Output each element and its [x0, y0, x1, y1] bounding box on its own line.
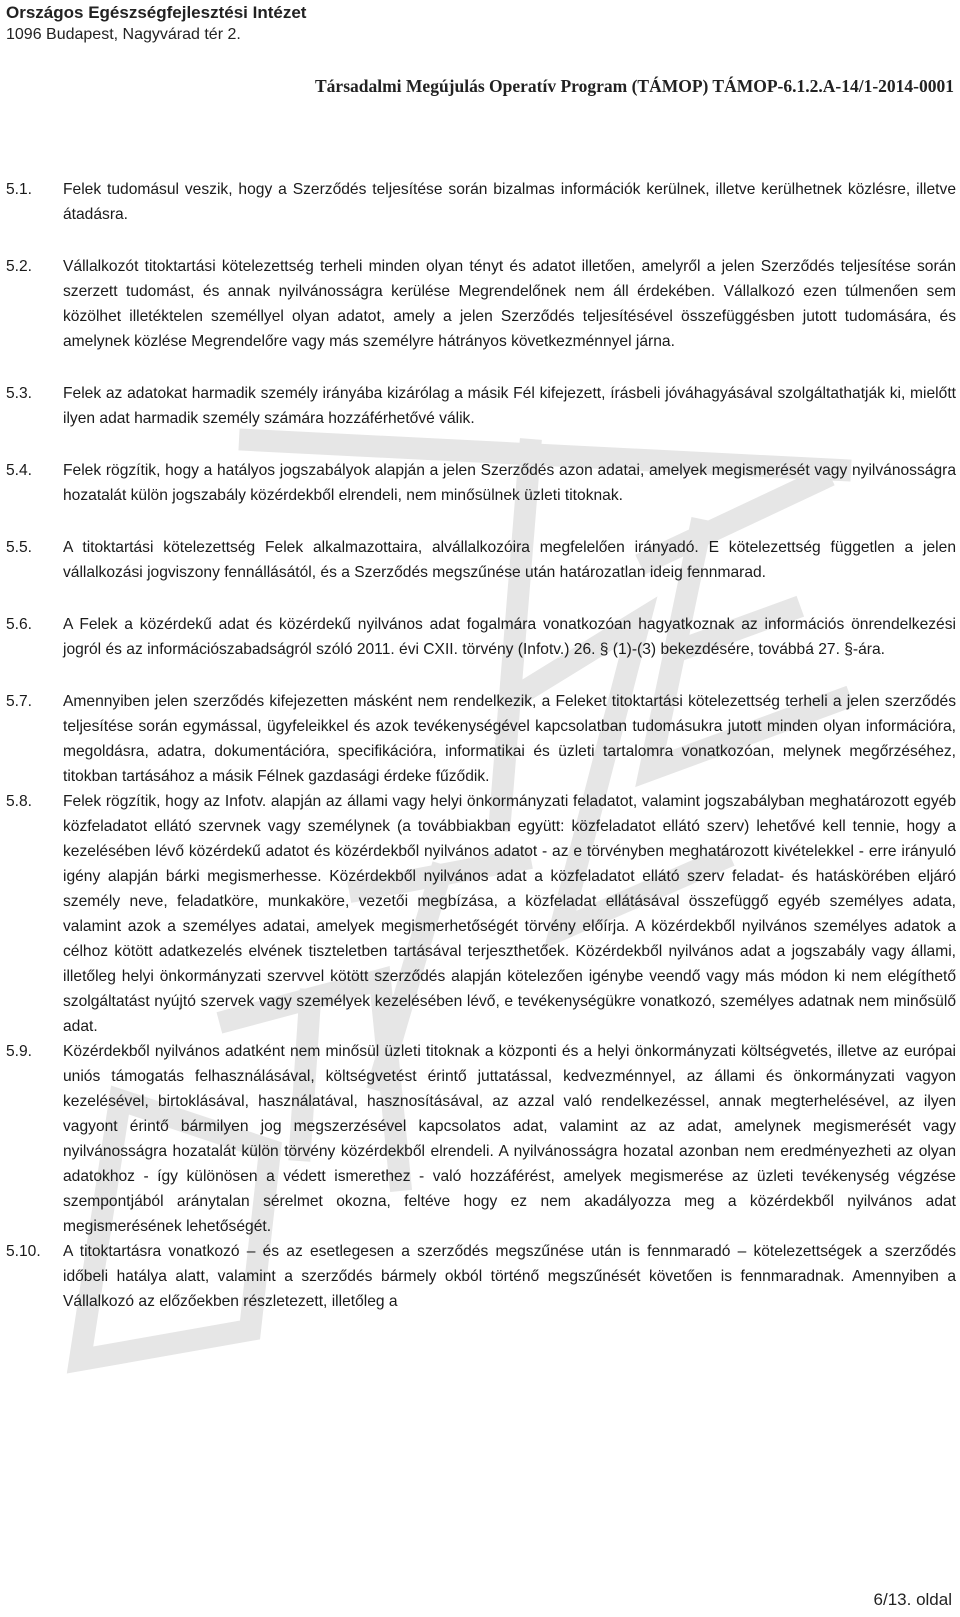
section-5-10: [6, 1239, 956, 1314]
section-5-2: [6, 254, 956, 354]
section-5-7: [6, 689, 956, 789]
section-5-3: [6, 381, 956, 431]
section-text: Amennyiben jelen szerződés kifejezetten másként nem rendelkezik, a Feleket titoktartási kötelezettség terheli a jelen szerződés teljesítése során egymással, ügyfeleikkel és azok tevékenységével kapcsolatban tudomásukra jutott minden olyan információra, megoldásra, adatra, dokumentációra, specifikációra, informatikai és üzleti tartalomra vonatkozóan, melynek megőrzéséhez, titokban tartásához a másik Félnek gazdasági érdeke fűződik.: [63, 693, 956, 785]
section-number: 5.4.: [6, 462, 33, 479]
section-number: 5.10.: [6, 1243, 41, 1260]
section-number: 5.5.: [6, 539, 33, 556]
section-text: A Felek a közérdekű adat és közérdekű nyilvános adat fogalmára vonatkozóan hagyatkoznak az információs önrendelkezési jogról és az információszabadságról szóló 2011. évi CXII. törvény (Infotv.) 26. § (1)-(3) bekezdésére, továbbá 27. §-ára.: [63, 616, 956, 658]
section-text: Felek az adatokat harmadik személy irányába kizárólag a másik Fél kifejezett, írásbeli jóváhagyásával szolgáltathatják ki, mielőtt ilyen adat harmadik személy számára hozzáférhetővé válik.: [63, 385, 956, 427]
section-5-6: [6, 612, 956, 662]
page-number: 6/13. oldal: [873, 1590, 952, 1609]
section-5-4: [6, 458, 956, 508]
section-number: 5.3.: [6, 385, 33, 402]
document-body: [6, 177, 956, 1314]
organization-address: 1096 Budapest, Nagyvárad tér 2.: [6, 26, 241, 43]
section-text: A titoktartásra vonatkozó – és az esetlegesen a szerződés megszűnése után is fennmaradó – kötelezettségek a szerződés időbeli hatálya alatt, valamint a szerződés bármely okból történő megszűnését követően is fennmaradnak. Amennyiben a Vállalkozó az előzőekben részletezett, illetőleg a: [63, 1243, 956, 1310]
section-number: 5.8.: [6, 793, 33, 810]
section-5-8: [6, 789, 956, 1039]
section-text: Felek rögzítik, hogy az Infotv. alapján az állami vagy helyi önkormányzati feladatot, valamint jogszabályban meghatározott egyéb közfeladatot ellátó szervnek vagy személynek (a továbbiakban együtt: közfeladatot ellátó szerv) lehetővé kell tennie, hogy a kezelésében lévő közérdekű adatot és közérdekből nyilvános adatot - az e törvényben meghatározott kivételekkel - erre irányuló igény alapján bárki megismerhesse. Közérdekből nyilvános adat a közfeladatot ellátó szerv feladat- és hatáskörében eljáró személy neve, feladatköre, munkaköre, vezetői megbízása, a közfeladat ellátásával összefüggő egyéb személyes adata, valamint azok a személyes adatai, amelyek megismerhetőségét törvény előírja. A közérdekből nyilvános személyes adatok a célhoz kötött adatkezelés elvének tiszteletben tartásával terjeszthetőek. Közérdekből nyilvános adat a jogszabály vagy állami, illetőleg helyi önkormányzati szervvel kötött szerződés alapján kötelezően igénybe veendő vagy más módon ki nem elégíthető szolgáltatást nyújtó szervek vagy személyek kezelésében lévő, e tevékenységükre vonatkozó, személyes adatnak nem minősülő adat.: [63, 793, 956, 1035]
section-text: Felek rögzítik, hogy a hatályos jogszabályok alapján a jelen Szerződés azon adatai, amelyek megismerését vagy nyilvánosságra hozatalát külön jogszabály közérdekből elrendeli, nem minősülnek üzleti titoknak.: [63, 462, 956, 504]
section-number: 5.9.: [6, 1043, 33, 1060]
section-text: Vállalkozót titoktartási kötelezettség terheli minden olyan tényt és adatot illetően, amelyről a jelen Szerződés teljesítése során szerzett tudomást, és annak nyilvánosságra kerülése Megrendelőnek nem áll érdekében. Vállalkozó ezen túlmenően sem közölhet illetéktelen személlyel olyan adatot, amely a jelen Szerződés teljesítésével összefüggésben jutott tudomására, és amelynek közlése Megrendelőre vagy más személyre hátrányos következménnyel járna.: [63, 258, 956, 350]
section-5-1: [6, 177, 956, 227]
section-text: Közérdekből nyilvános adatként nem minősül üzleti titoknak a központi és a helyi önkormányzati költségvetés, illetve az európai uniós támogatás felhasználásával, költségvetést érintő juttatással, kedvezménnyel, az állami és önkormányzati vagyon kezelésével, birtoklásával, használatával, hasznosításával, az azzal való rendelkezéssel, annak megterhelésével, az ilyen vagyont érintő bármilyen jog megszerzésével kapcsolatos adat, valamint az az adat, amelynek megismerését vagy nyilvánosságra hozatalát külön törvény közérdekből elrendeli. A nyilvánosságra hozatal azonban nem eredményezheti az olyan adatokhoz - így különösen a védett ismerethez - való hozzáférést, amelyek megismerése az üzleti tevékenység végzése szempontjából aránytalan sérelmet okozna, feltéve hogy ez nem akadályozza meg a közérdekből nyilvános adat megismerésének lehetőségét.: [63, 1043, 956, 1235]
program-title: Társadalmi Megújulás Operatív Program (TÁMOP) TÁMOP-6.1.2.A-14/1-2014-0001: [315, 76, 954, 96]
section-number: 5.1.: [6, 181, 33, 198]
section-number: 5.7.: [6, 693, 33, 710]
section-number: 5.6.: [6, 616, 33, 633]
section-text: A titoktartási kötelezettség Felek alkalmazottaira, alvállalkozóira megfelelően irányadó. E kötelezettség független a jelen vállalkozási jogviszony fennállásától, és a Szerződés megszűnése után határozatlan ideig fennmarad.: [63, 539, 956, 581]
section-text: Felek tudomásul veszik, hogy a Szerződés teljesítése során bizalmas információk kerülnek, illetve kerülhetnek közlésre, illetve átadásra.: [63, 181, 956, 223]
section-number: 5.2.: [6, 258, 33, 275]
section-5-9: [6, 1039, 956, 1239]
organization-name: Országos Egészségfejlesztési Intézet: [6, 3, 307, 22]
section-5-5: [6, 535, 956, 585]
document-header: [6, 2, 306, 46]
